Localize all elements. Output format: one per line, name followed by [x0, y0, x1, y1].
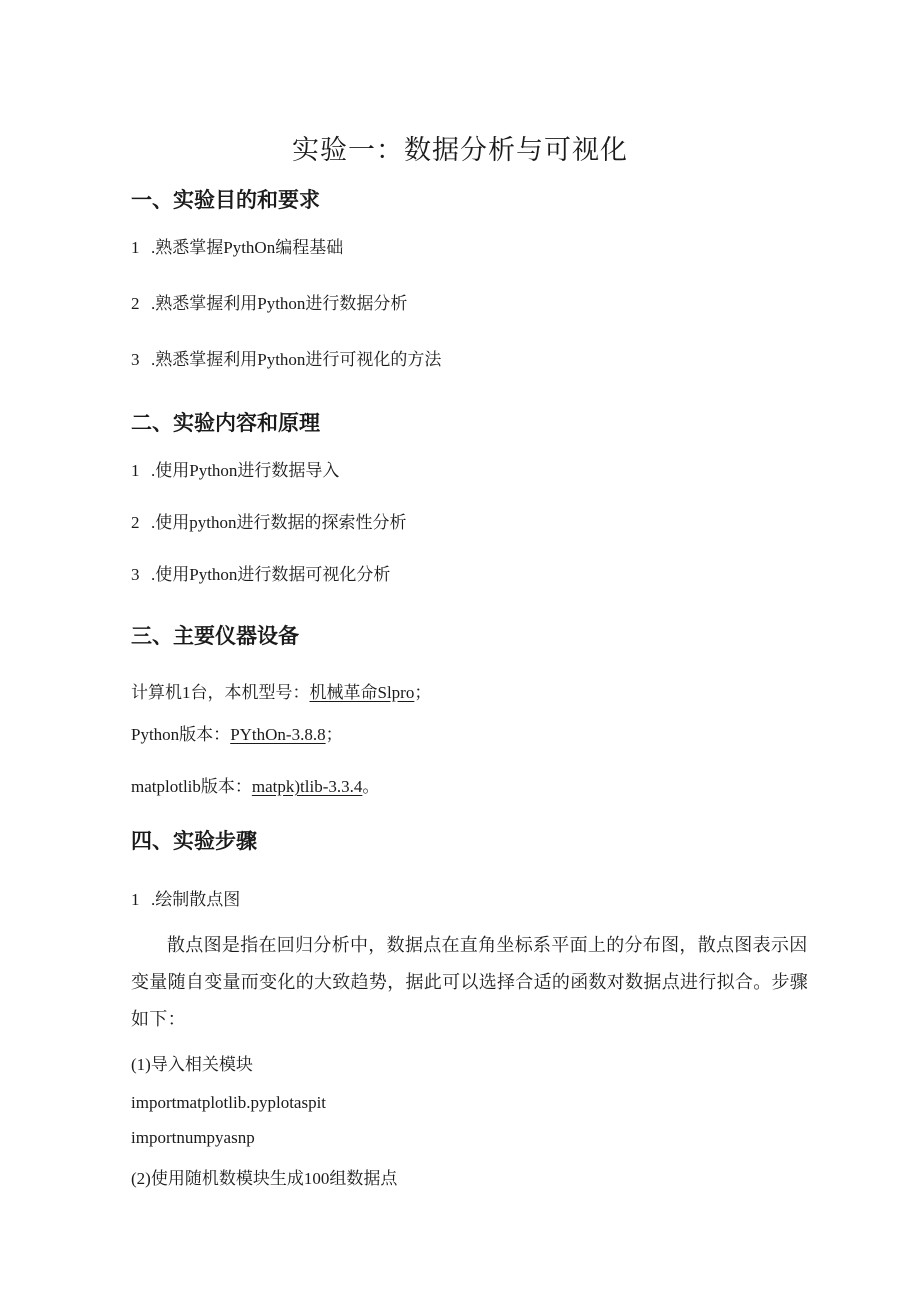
section-heading-1: 一、实验目的和要求 — [131, 189, 320, 212]
item-number: 2 — [131, 294, 140, 313]
section-heading-3: 三、主要仪器设备 — [131, 625, 299, 648]
item-text: .熟悉掌握PythOn编程基础 — [151, 238, 344, 257]
step-number: 1 — [131, 890, 140, 909]
substep-line: (1)导入相关模块 — [131, 1055, 253, 1074]
equipment-value: PYthOn-3.8.8 — [230, 725, 326, 744]
equipment-line — [131, 678, 431, 703]
list-item — [131, 289, 407, 314]
code-line: importmatplotlib.pyplotaspit — [131, 1093, 327, 1112]
equipment-line — [131, 720, 343, 745]
list-item — [131, 508, 406, 533]
item-text: .使用python进行数据的探索性分析 — [151, 513, 407, 532]
substep-line: (2)使用随机数模块生成100组数据点 — [131, 1169, 398, 1188]
item-number: 1 — [131, 238, 140, 257]
equipment-value: 机械革命Slpro — [309, 683, 415, 702]
list-item — [131, 456, 339, 481]
step-text: .绘制散点图 — [151, 890, 241, 909]
equipment-label: matplotlib版本： — [131, 777, 252, 796]
list-item — [131, 345, 441, 370]
item-text: .熟悉掌握利用Python进行可视化的方法 — [151, 350, 442, 369]
code-line: importnumpyasnp — [131, 1128, 255, 1147]
equipment-line — [131, 772, 379, 797]
body-paragraph — [131, 927, 811, 1038]
item-text: .使用Python进行数据导入 — [151, 461, 340, 480]
equipment-value: matpk)tlib-3.3.4 — [251, 777, 363, 796]
equipment-end: ； — [325, 725, 343, 744]
equipment-end: ； — [414, 683, 432, 702]
document-title: 实验一：数据分析与可视化 — [292, 135, 628, 165]
equipment-label: Python版本： — [131, 725, 231, 744]
equipment-label: 计算机1台，本机型号： — [131, 683, 310, 702]
item-text: .使用Python进行数据可视化分析 — [151, 565, 391, 584]
equipment-end: 。 — [362, 777, 380, 796]
list-item — [131, 560, 390, 585]
section-heading-4: 四、实验步骤 — [131, 830, 257, 853]
item-number: 2 — [131, 513, 140, 532]
item-text: .熟悉掌握利用Python进行数据分析 — [151, 294, 408, 313]
paragraph-text: 散点图是指在回归分析中，数据点在直角坐标系平面上的分布图，散点图表示因变量随自变量而变化的大致趋势，据此可以选择合适的函数对数据点进行拟合。步骤如下： — [131, 935, 809, 1029]
item-number: 1 — [131, 461, 140, 480]
section-heading-2: 二、实验内容和原理 — [131, 412, 320, 435]
item-number: 3 — [131, 350, 140, 369]
step-item — [131, 885, 240, 910]
list-item — [131, 233, 343, 258]
item-number: 3 — [131, 565, 140, 584]
